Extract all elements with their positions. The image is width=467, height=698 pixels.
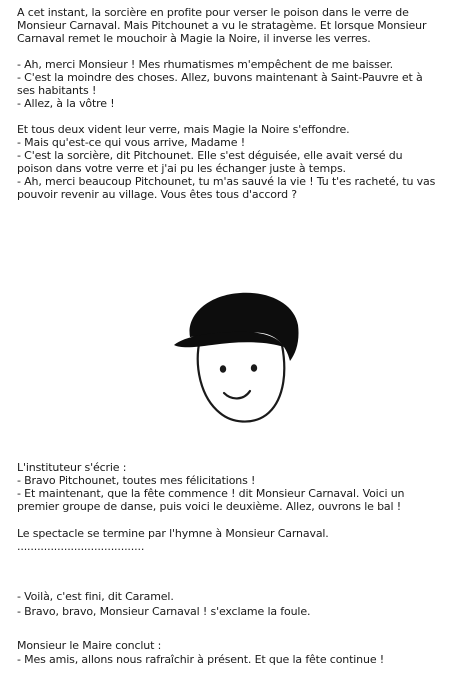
right-eye: [251, 364, 257, 372]
text-line: Le spectacle se termine par l'hymne à Monsieur Carnaval.: [17, 527, 329, 540]
dialogue-line: pouvoir revenir au village. Vous êtes tous d'accord ?: [17, 188, 297, 201]
text-line: Monsieur Carnaval. Mais Pitchounet a vu le stratagème. Et lorsque Monsieur: [17, 19, 427, 32]
text-line: Monsieur le Maire conclut :: [17, 639, 162, 652]
dialogue-line: - Ah, merci Monsieur ! Mes rhumatismes m'empêchent de me baisser.: [17, 58, 394, 71]
dialogue-line: - Ah, merci beaucoup Pitchounet, tu m'as sauvé la vie ! Tu t'es racheté, tu vas: [17, 175, 436, 188]
dialogue-line: - Bravo Pitchounet, toutes mes félicitations !: [17, 474, 256, 487]
face-outline: [198, 339, 285, 422]
dotted-placeholder: ......................................: [17, 540, 145, 553]
face-with-cap-drawing: [168, 285, 308, 435]
dialogue-line: - Mes amis, allons nous rafraîchir à présent. Et que la fête continue !: [17, 653, 385, 666]
text-line: Et tous deux vident leur verre, mais Magie la Noire s'effondre.: [17, 123, 350, 136]
dialogue-line: - Et maintenant, que la fête commence ! dit Monsieur Carnaval. Voici un: [17, 487, 405, 500]
text-line: L'instituteur s'écrie :: [17, 461, 127, 474]
dialogue-line: - C'est la moindre des choses. Allez, buvons maintenant à Saint-Pauvre et à: [17, 71, 423, 84]
dialogue-line: poison dans votre verre et j'ai pu les échanger juste à temps.: [17, 162, 346, 175]
smile: [224, 391, 250, 398]
dialogue-line: - C'est la sorcière, dit Pitchounet. Elle s'est déguisée, elle avait versé du: [17, 149, 403, 162]
text-line: Carnaval remet le mouchoir à Magie la Noire, il inverse les verres.: [17, 32, 371, 45]
dialogue-line: - Allez, à la vôtre !: [17, 97, 115, 110]
dialogue-line: - Voilà, c'est fini, dit Caramel.: [17, 590, 174, 603]
text-line: A cet instant, la sorcière en profite pour verser le poison dans le verre de: [17, 6, 409, 19]
left-eye: [220, 365, 226, 373]
dialogue-line: - Bravo, bravo, Monsieur Carnaval ! s'exclame la foule.: [17, 605, 311, 618]
dialogue-line: - Mais qu'est-ce qui vous arrive, Madame !: [17, 136, 245, 149]
dialogue-line: ses habitants !: [17, 84, 97, 97]
dialogue-line: premier groupe de danse, puis voici le deuxième. Allez, ouvrons le bal !: [17, 500, 402, 513]
